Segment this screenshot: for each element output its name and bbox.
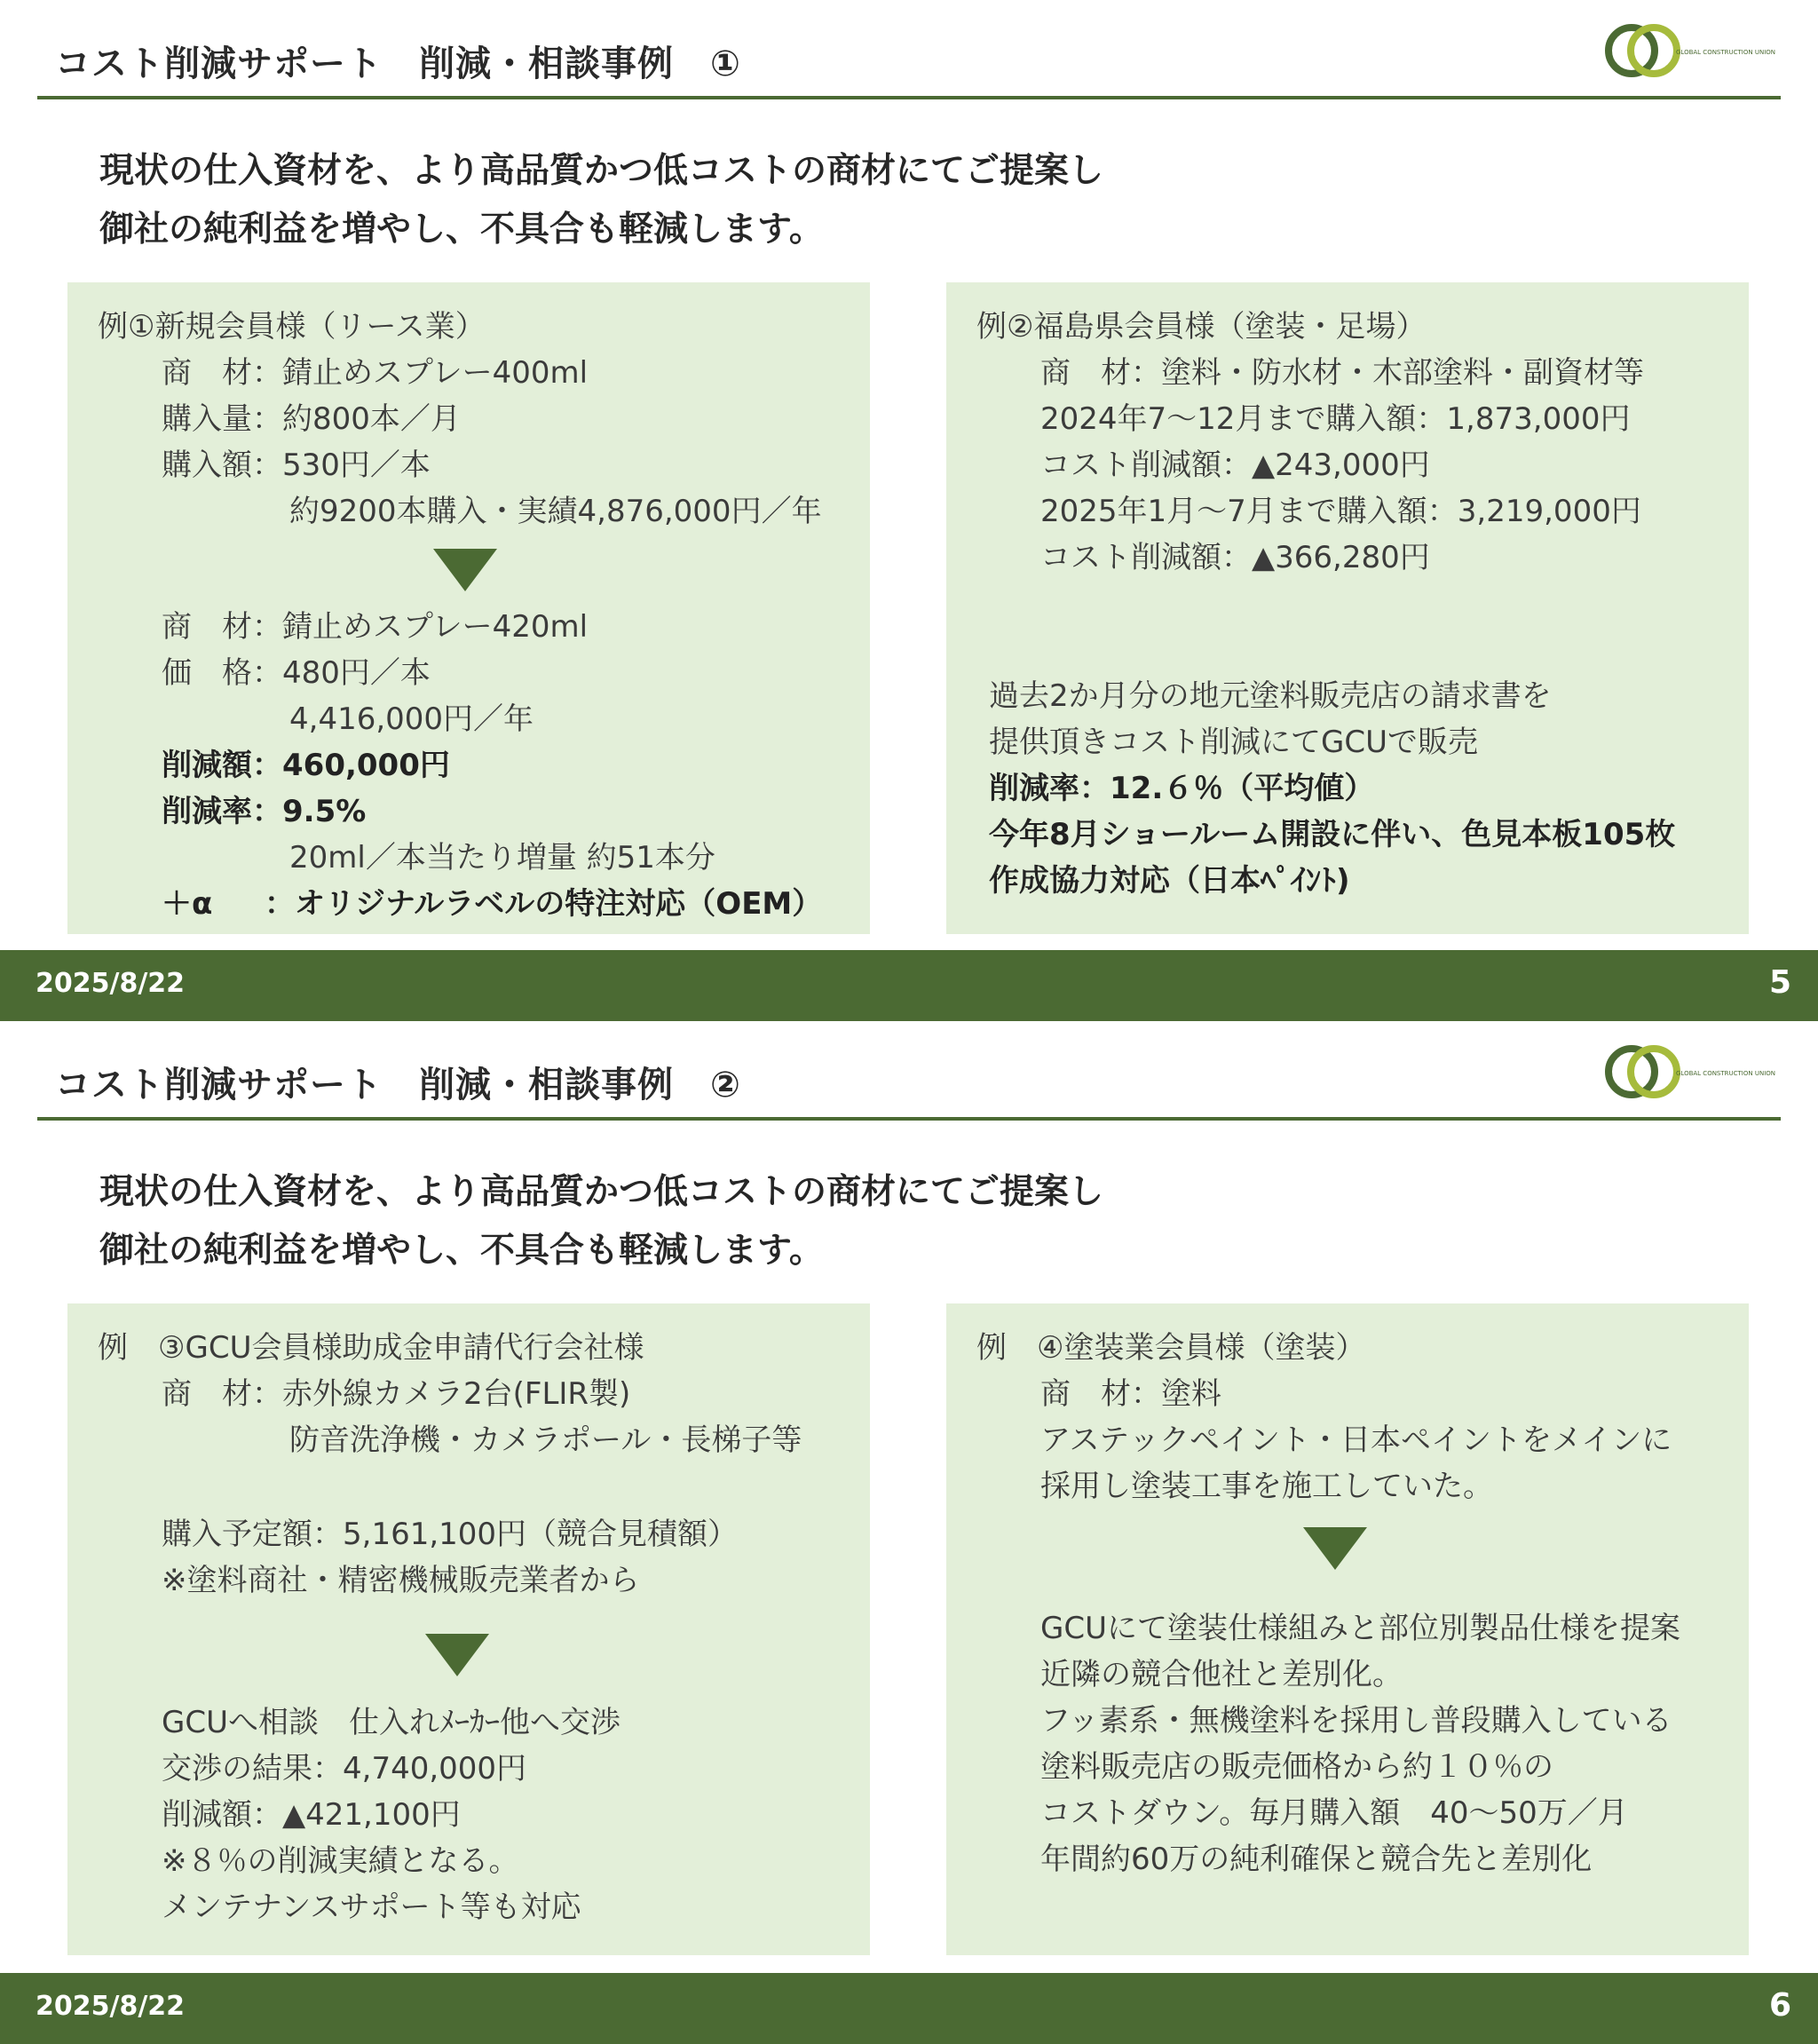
case-line: 商 材：錆止めスプレー420ml [162,609,589,645]
case-line: メンテナンスサポート等も対応 [162,1890,581,1925]
case-highlight: 作成協力対応（日本ﾍﾟｲﾝﾄ) [989,863,1350,899]
case-line: コストダウン。毎月購入額 40～50万／月 [1040,1795,1628,1831]
case-heading: 例①新規会員様（リース業） [98,309,486,345]
case-1-panel [67,282,870,934]
footer-date: 2025/8/22 [36,968,186,999]
footer-date: 2025/8/22 [36,1991,186,2022]
case-line: 購入額：530円／本 [162,448,431,483]
case-line: 価 格：480円／本 [162,655,431,691]
case-line: 商 材：錆止めスプレー400ml [162,355,589,391]
title-divider [37,96,1781,99]
case-line: 約9200本購入・実績4,876,000円／年 [289,494,822,529]
slide-title: コスト削減サポート 削減・相談事例 ② [55,1065,741,1105]
case-line: 2025年1月～7月まで購入額：3,219,000円 [1040,494,1641,529]
case-highlight: 削減率：9.5% [162,794,367,829]
case-line: 4,416,000円／年 [289,701,534,737]
case-line: 削減額：▲421,100円 [162,1797,461,1833]
slide-footer [0,1973,1818,2044]
case-3-panel [67,1303,870,1955]
lead-line: 現状の仕入資材を、より高品質かつ低コストの商材にてご提案し [99,151,1104,191]
case-line: 年間約60万の純利確保と競合先と差別化 [1040,1842,1593,1877]
logo-text: GLOBAL CONSTRUCTION UNION [1676,49,1776,56]
slide-title: コスト削減サポート 削減・相談事例 ① [55,44,741,84]
case-line: 防音洗浄機・カメラポール・長梯子等 [289,1422,802,1458]
down-arrow-icon [425,1634,489,1676]
case-line: 2024年7～12月まで購入額：1,873,000円 [1040,401,1631,437]
case-line: 商 材：塗料・防水材・木部塗料・副資材等 [1040,355,1644,391]
case-4-panel [946,1303,1749,1955]
case-heading: 例②福島県会員様（塗装・足場） [976,309,1427,345]
page-number: 6 [1768,1987,1791,2024]
case-line: 商 材：塗料 [1040,1376,1221,1412]
case-heading: 例 ④塗装業会員様（塗装） [976,1330,1366,1366]
case-line: 採用し塗装工事を施工していた。 [1040,1469,1493,1504]
case-highlight: 削減額：460,000円 [162,748,450,783]
case-highlight: 今年8月ショールーム開設に伴い、色見本板105枚 [989,817,1676,852]
case-line: 20ml／本当たり増量 約51本分 [289,840,715,875]
case-highlight: ＋α [162,886,213,922]
slide-5 [0,0,1818,1021]
case-line: 提供頂きコスト削減にてGCUで販売 [989,725,1478,760]
case-line: 塗料販売店の販売価格から約１０％の [1040,1749,1553,1785]
logo-text: GLOBAL CONSTRUCTION UNION [1676,1070,1776,1077]
gcu-logo-icon [1598,9,1777,87]
case-line: 過去2か月分の地元塗料販売店の請求書を [989,678,1552,714]
case-line: アステックペイント・日本ペイントをメインに [1040,1422,1672,1458]
lead-text [99,1163,1103,1280]
lead-line: 現状の仕入資材を、より高品質かつ低コストの商材にてご提案し [99,1172,1104,1212]
case-heading: 例 ③GCU会員様助成金申請代行会社様 [98,1330,644,1366]
case-line: ※８％の削減実績となる。 [162,1843,519,1879]
case-line: コスト削減額：▲366,280円 [1040,540,1430,575]
case-2-panel [946,282,1749,934]
case-line: 購入量：約800本／月 [162,401,461,437]
case-line: 購入予定額：5,161,100円（競合見積額） [162,1517,739,1552]
lead-line: 御社の純利益を増やし、不具合も軽減します。 [99,1231,824,1271]
case-line: ※塗料商社・精密機械販売業者から [162,1563,640,1598]
page-number: 5 [1768,964,1791,1001]
down-arrow-icon [1303,1527,1367,1570]
lead-text [99,142,1103,259]
case-highlight: ：オリジナルラベルの特注対応（OEM） [265,886,823,922]
case-line: 近隣の競合他社と差別化。 [1040,1657,1403,1692]
slide-6 [0,1021,1818,2044]
case-highlight: 削減率：12.６％（平均値） [989,771,1375,806]
case-line: フッ素系・無機塗料を採用し普段購入している [1040,1703,1672,1739]
case-line: GCUへ相談 仕入れﾒｰｶｰ他へ交渉 [162,1705,620,1740]
case-line: コスト削減額：▲243,000円 [1040,448,1430,483]
down-arrow-icon [433,549,497,591]
case-line: GCUにて塗装仕様組みと部位別製品仕様を提案 [1040,1611,1680,1646]
slide-footer [0,950,1818,1021]
gcu-logo-icon [1598,1030,1777,1108]
lead-line: 御社の純利益を増やし、不具合も軽減します。 [99,210,824,250]
title-divider [37,1117,1781,1121]
case-line: 交渉の結果：4,740,000円 [162,1751,527,1787]
case-line: 商 材：赤外線カメラ2台(FLIR製) [162,1376,631,1412]
